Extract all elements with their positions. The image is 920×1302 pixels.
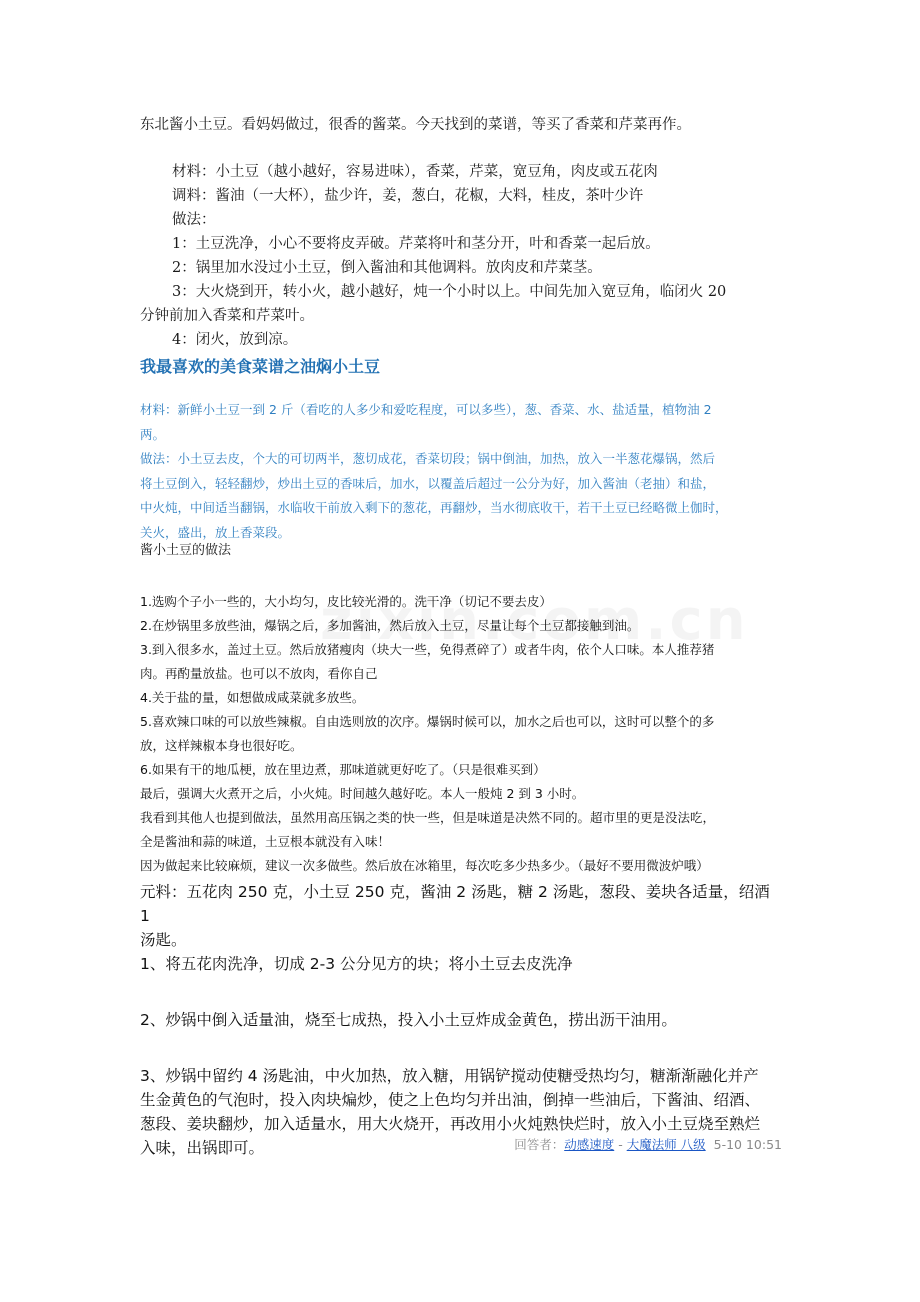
recipe1-seasoning: 调料：酱油（一大杯），盐少许，姜，葱白，花椒，大料，桂皮，茶叶少许 [172,188,644,204]
section-heading: 我最喜欢的美食菜谱之油焖小土豆 [140,357,381,376]
tip-8: 我看到其他人也提到做法，虽然用高压锅之类的快一些，但是味道是决然不同的。超市里的更是没法吃， [140,810,716,825]
recipe2-block [140,398,782,545]
recipe1-block [140,160,782,352]
recipe3-step-1: 1、将五花肉洗净，切成 2-3 公分见方的块；将小土豆去皮洗净 [140,955,573,973]
tip-2: 2.在炒锅里多放些油，爆锅之后，多加酱油，然后放入土豆，尽量让每个土豆都接触到油。 [140,618,640,633]
tips-list [140,590,782,878]
tip-9: 因为做起来比较麻烦，建议一次多做些。然后放在冰箱里，每次吃多少热多少。（最好不要用微波炉哦） [140,858,709,873]
recipe2-method-cont-3: 关火，盛出，放上香菜段。 [140,524,291,540]
tip-3-cont: 肉。再酌量放盐。也可以不放肉，看你自己 [140,666,378,681]
recipe1-step-3-cont: 分钟前加入香菜和芹菜叶。 [140,308,314,324]
subheading: 酱小土豆的做法 [140,543,232,558]
recipe2-method: 做法：小土豆去皮，个大的可切两半，葱切成花，香菜切段；锅中倒油，加热，放入一半葱花爆锅，然后 [140,451,716,466]
recipe3-ingredients-cont: 汤匙。 [140,931,187,949]
recipe1-step-1: 1：土豆洗净，小心不要将皮弄破。芹菜将叶和茎分开，叶和香菜一起后放。 [172,236,660,252]
tip-1: 1.选购个子小一些的，大小均匀，皮比较光滑的。洗干净（切记不要去皮） [140,594,552,609]
recipe2-method-cont-1: 将土豆倒入，轻轻翻炒，炒出土豆的香味后，加水，以覆盖后超过一公分为好，加入酱油（老抽）和盐， [140,475,716,491]
recipe3-ingredients: 元料：五花肉 250 克，小土豆 250 克，酱油 2 汤匙，糖 2 汤匙，葱段、姜块各适量，绍酒 1 [140,883,770,925]
tip-4: 4.关于盐的量，如想做成咸菜就多放些。 [140,690,365,705]
recipe2-materials-cont: 两。 [140,426,166,442]
recipe3-step-3-cont-3: 入味，出锅即可。 [140,1139,265,1157]
spacer [140,1032,782,1064]
recipe1-step-2: 2：锅里加水没过小土豆，倒入酱油和其他调料。放肉皮和芹菜茎。 [172,260,602,276]
tip-3: 3.到入很多水，盖过土豆。然后放猪瘦肉（块大一些，免得煮碎了）或者牛肉，依个人口味。本人推荐猪 [140,642,715,657]
recipe3-block [140,880,782,1160]
answer-time: 5-10 10:51 [713,1137,782,1152]
intro-paragraph: 东北酱小土豆。看妈妈做过，很香的酱菜。今天找到的菜谱，等买了香菜和芹菜再作。 [140,117,691,133]
recipe3-step-2: 2、炒锅中倒入适量油，烧至七成热，投入小土豆炸成金黄色，捞出沥干油用。 [140,1011,677,1029]
recipe2-materials: 材料：新鲜小土豆一到 2 斤（看吃的人多少和爱吃程度，可以多些），葱、香菜、水、盐适量，植物油 2 [140,402,712,417]
recipe3-step-3-cont-2: 葱段、姜块翻炒，加入适量水，用大火烧开，再改用小火炖熟快烂时，放入小土豆烧至熟烂 [140,1115,761,1133]
answerer-label: 回答者： [514,1137,565,1152]
answerer-link[interactable]: 动感速度 [564,1137,615,1152]
tip-7: 最后，强调大火煮开之后，小火炖。时间越久越好吃。本人一般炖 2 到 3 小时。 [140,786,585,801]
recipe1-materials: 材料：小土豆（越小越好，容易进味），香菜，芹菜，宽豆角，肉皮或五花肉 [172,164,658,180]
answer-footer [514,1136,782,1154]
rank-link[interactable]: 大魔法师 八级 [626,1137,706,1152]
recipe2-method-cont-2: 中火炖，中间适当翻锅，水临收干前放入剩下的葱花，再翻炒，当水彻底收干，若干土豆已经略微上伽时， [140,500,728,515]
footer-separator: - [614,1137,627,1152]
tip-8-cont: 全是酱油和蒜的味道，土豆根本就没有入味！ [140,834,391,849]
recipe1-step-4: 4：闭火，放到凉。 [172,332,298,348]
recipe3-step-3-cont-1: 生金黄色的气泡时，投入肉块煸炒，使之上色均匀并出油，倒掉一些油后，下酱油、绍酒、 [140,1091,761,1109]
recipe3-step-3: 3、炒锅中留约 4 汤匙油，中火加热，放入糖，用锅铲搅动使糖受热均匀，糖渐渐融化并产 [140,1067,759,1085]
tip-6: 6.如果有干的地瓜梗，放在里边煮，那味道就更好吃了。（只是很难买到） [140,762,546,777]
tip-5: 5.喜欢辣口味的可以放些辣椒。自由选则放的次序。爆锅时候可以，加水之后也可以，这时可以整个的多 [140,714,715,729]
recipe1-method-label: 做法： [172,212,216,228]
tip-5-cont: 放，这样辣椒本身也很好吃。 [140,738,303,753]
recipe1-step-3: 3：大火烧到开，转小火，越小越好，炖一个小时以上。中间先加入宽豆角，临闭火 20 [172,284,727,300]
spacer [140,976,782,1008]
